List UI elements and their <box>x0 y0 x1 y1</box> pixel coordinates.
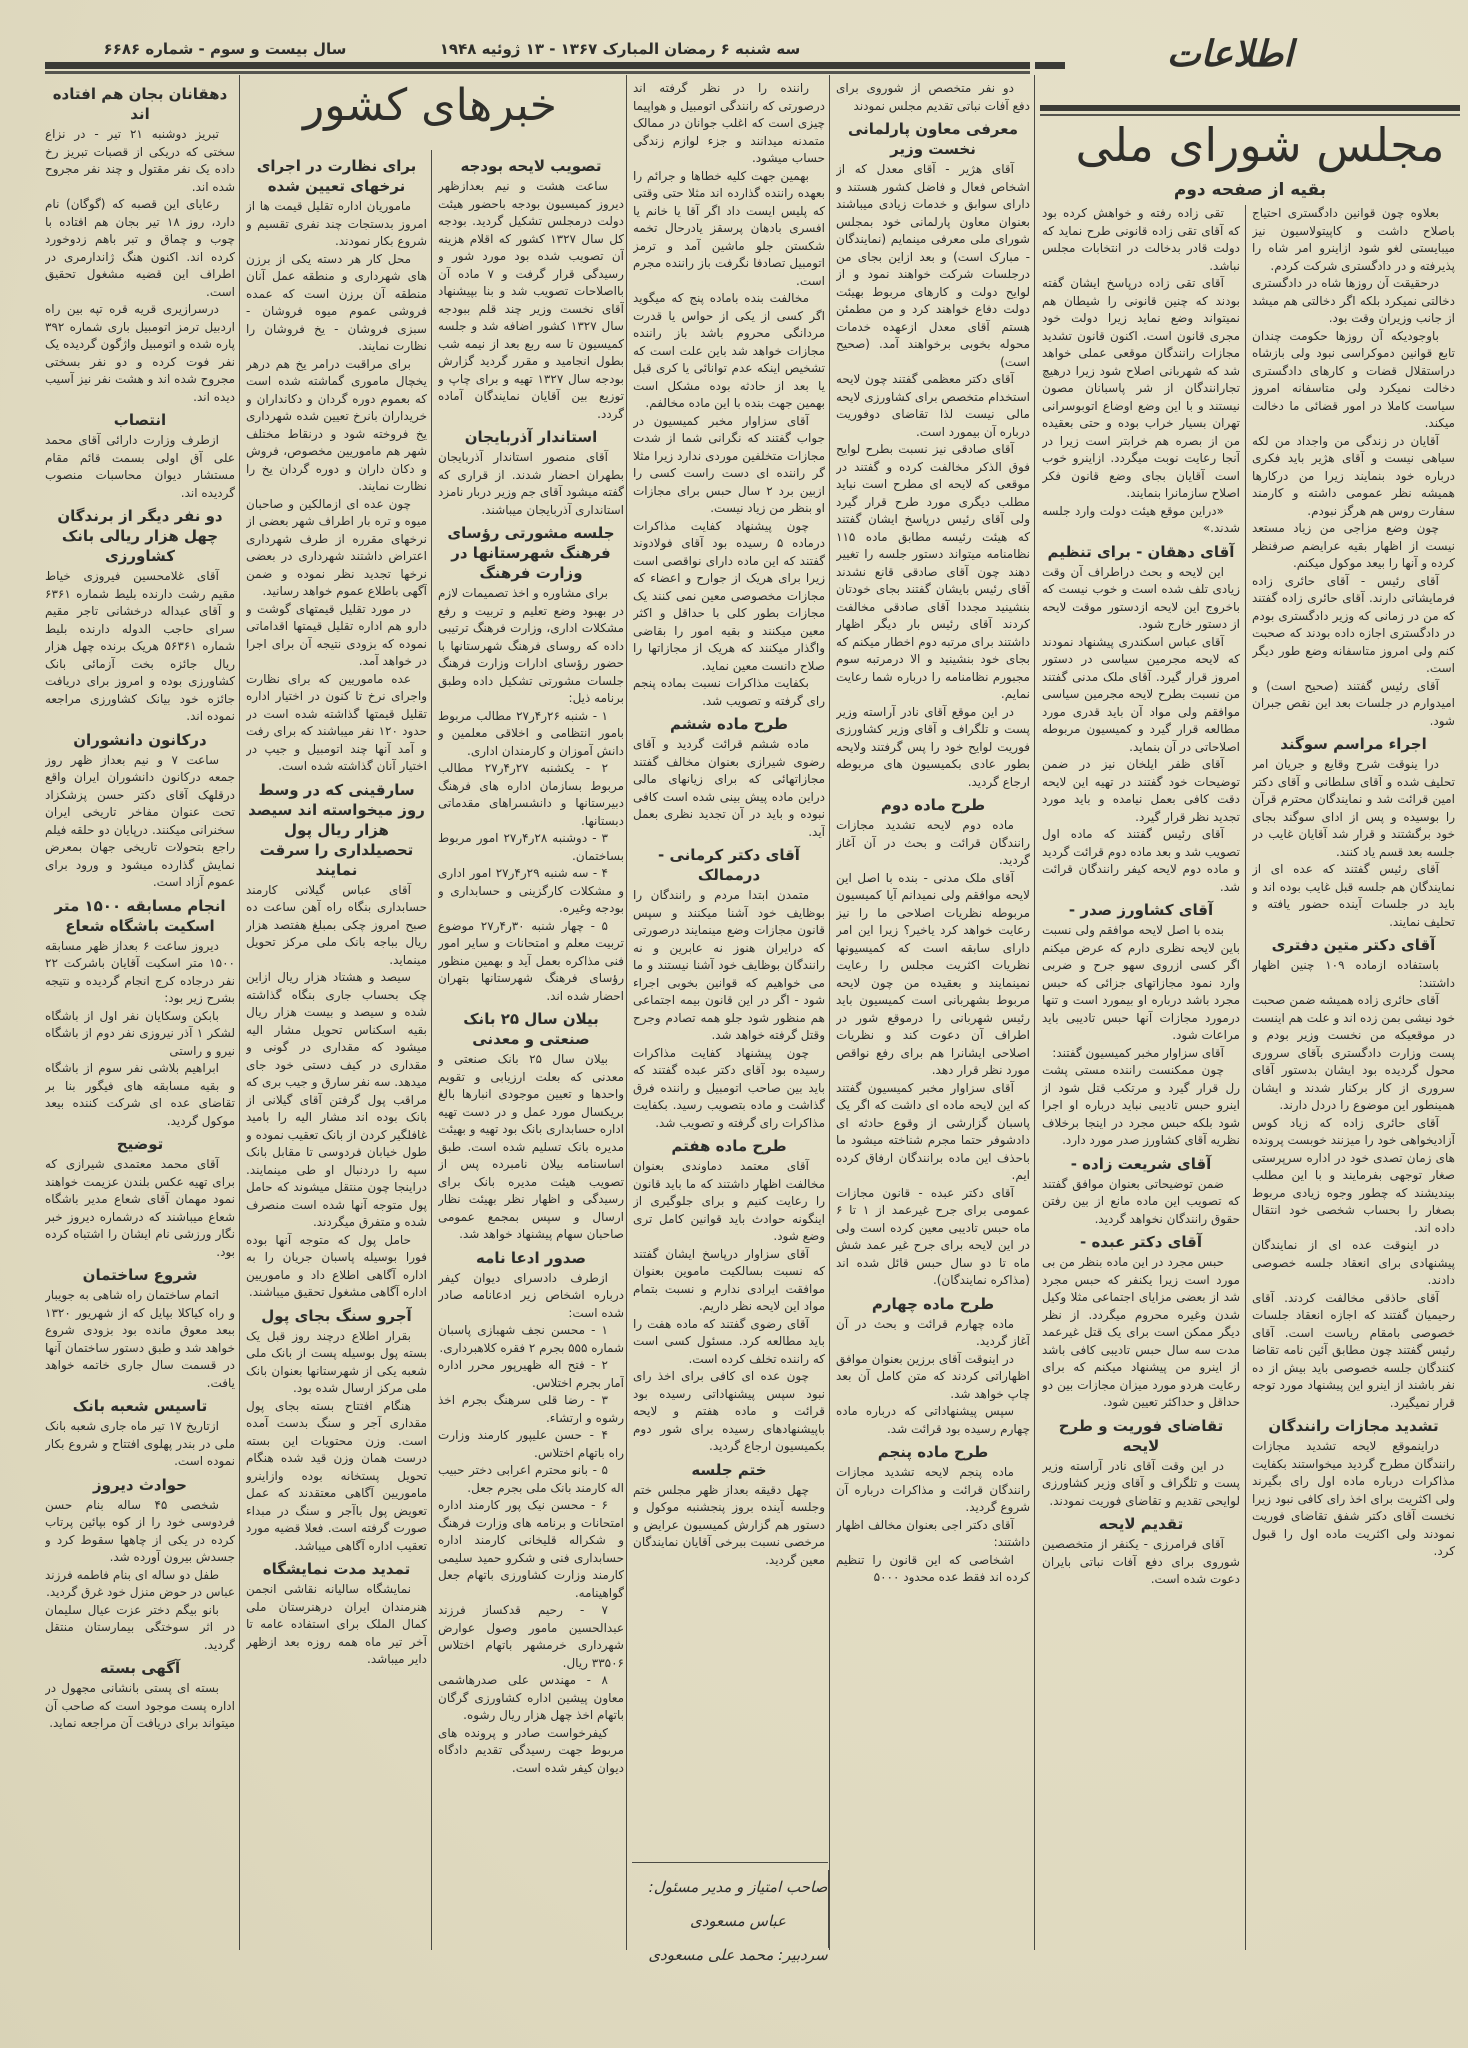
article <box>45 1475 235 1655</box>
article <box>1252 205 1455 730</box>
article-paragraph: شخصی ۴۵ ساله بنام حسن فردوسی خود را از کوه بپائین پرتاب کرده در یکی از چاهها سقوط کرد و جسدش بیرون آورده شد. <box>45 1497 235 1564</box>
article <box>438 427 624 519</box>
majlis-subheadline: بقیه از صفحه دوم <box>1173 180 1327 200</box>
article-headline: طرح ماده پنجم <box>877 1443 989 1461</box>
news-column <box>1042 205 1240 1950</box>
issue-date: سه شنبه ۶ رمضان المبارک ۱۳۶۷ - ۱۳ ژوئیه ۱۹۴۸ <box>439 40 801 58</box>
article-paragraph: عده ماموریین که برای نظارت واجرای نرخ تا کنون در اختیار اداره تقلیل قیمتها گذاشته شده است در حدود ۱۲۰ نفر میباشند که برای رفت و آمد آنها چند اتومبیل و جیپ در اختیار آنان گذاشته شده است. <box>246 671 427 773</box>
article-paragraph: آقای عباس گیلانی کارمند حسابداری بنگاه راه آهن ساعت ده صبح امروز چکی بمبلغ هفتصد هزار ریال بباجه بانک ملی مرکز تحویل مینماید. <box>246 882 427 967</box>
article <box>45 730 235 892</box>
article-headline: برای نظارت در اجرای نرخهای تعیین شده <box>256 157 417 195</box>
article-paragraph: تبریز دوشنبه ۲۱ تیر - در نزاع سختی که دریکی از قصبات تبریز رخ داده یک نفر مقتول و چند نفر مجروح شده اند. <box>45 127 235 194</box>
article-headline: شروع ساختمان <box>82 1266 198 1284</box>
article-paragraph: چون پیشنهاد کفایت مذاکرات رسیده بود آقای دکتر عبده گفتند که باید بین صاحب اتومبیل و راننده فرق گذاشت و ماده بتصویب رسید. بکفایت مذاکرات رای گرفته و تصویب شد. <box>633 1045 825 1130</box>
article-paragraph: دیروز ساعت ۶ بعداز ظهر مسابقه ۱۵۰۰ متر اسکیت آقایان باشرکت ۲۲ نفر درجاده کرج انجام گردیده و نتیجه بشرح زیر بود: <box>45 938 235 1005</box>
article-paragraph: باستفاده ازماده ۱۰۹ چنین اظهار داشتند: <box>1252 958 1455 990</box>
article <box>438 1248 624 1778</box>
article-paragraph: حبس مجرد در این ماده بنظر من بی مورد است زیرا یکنفر که حبس مجرد شد از بعضی مزایای اجتماعی مثلا وکیل شدن وغیره محروم میگردد. از نظر دیگر ممکن است برای یک قتل غیرعمد مدت سه سال حبس تادیبی کافی باشد از اینرو من پیشنهاد میکنم که برای رعایت هردو مورد میزان مجازات بین دو حداقل و حداکثر تعیین شود. <box>1042 1255 1240 1409</box>
article-paragraph: ۵ - چهار شنبه ۳۰ر۴ر۲۷ موضوع تربیت معلم و امتحانات و سایر امور فنی مذاکره بعمل آید و بهمین منظور رؤسای فرهنگ شهرستانها بتهران احضار شده اند. <box>438 918 624 1003</box>
article-headline: صدور ادعا نامه <box>476 1248 586 1267</box>
article-paragraph: در این وقت آقای نادر آراسته وزیر پست و تلگراف و آقای وزیر کشاورزی لوایحی تقدیم و تقاضای فوریت نمودند. <box>1042 1458 1240 1508</box>
article-paragraph: چون وضع مزاجی من زیاد مستعد نیست از اظهار بقیه عرایضم صرفنظر کرده و آنها را بیعد موکول میکنم. <box>1252 521 1455 570</box>
article-headline: آقای دکتر کرمانی - درممالک <box>658 846 800 884</box>
article-paragraph: بکفایت مذاکرات نسبت بماده پنجم رای گرفته و تصویب شد. <box>633 676 825 708</box>
article-paragraph: در اینوقت عده ای از نمایندگان پیشنهادی برای انعقاد جلسه خصوصی دادند. <box>1252 1238 1455 1287</box>
article-headline: آقای دهقان - برای تنظیم <box>1047 542 1235 561</box>
article-paragraph: آقای سزاوار مخبر کمیسیون گفتند: <box>1052 1045 1224 1060</box>
article <box>633 80 825 710</box>
article-paragraph: اتمام ساختمان راه شاهی به جویبار و راه کیاکلا بپایل که از شهریور ۱۳۲۰ ببعد معوق مانده بود بزودی شروع خواهد شد و طبق دستور ساختمان آنها در قسمت سال جاری خاتمه خواهد یافت. <box>45 1288 235 1390</box>
article-headline: طرح ماده هفتم <box>671 1137 787 1155</box>
article-paragraph: بقرار اطلاع درچند روز قبل یک بسته پول بوسیله پست از بانک ملی شعبه یکی از شهرستانها بعنوان بانک ملی مرکز ارسال شده بود. <box>246 1328 427 1395</box>
article-headline: تمدید مدت نمایشگاه <box>262 1560 411 1578</box>
article-paragraph: ۲ - یکشنبه ۲۷ر۴ر۲۷ مطالب مربوط بسازمان اداره های فرهنگ دبیرستانها و دانشسراهای مقدماتی دبستانها. <box>438 761 624 828</box>
article-headline: تشدید مجازات رانندگان <box>1268 1417 1439 1435</box>
article-paragraph: چون پیشنهاد کفایت مذاکرات درماده ۵ رسیده بود آقای فولادوند گفتند که این ماده دارای نواقصی است زیرا برای هریک از جوارح و اعضاء که مجازات مخصوصی معین نمی کنند یک مجازات بطور کلی با حداقل و اکثر معین میکنند و بقیه امور را بقاضی واگذار میکنند که هریک از مجازاتها را صلاح دانست معین نماید. <box>633 518 825 673</box>
article-paragraph: ماده چهارم قرائت و بحث در آن آغاز گردید. <box>836 1316 1030 1348</box>
article-paragraph: ۴ - حسن علیپور کارمند وزارت راه باتهام اختلاس. <box>438 1428 624 1460</box>
article-headline: طرح ماده ششم <box>670 715 788 733</box>
article-paragraph: سیصد و هشتاد هزار ریال ازاین چک بحساب جاری بنگاه گذاشته شده و سیصد و بیست هزار ریال بقیه اسکناس تحویل مشار الیه میشود که مقداری در گونی و مقداری در کیف دستی خود جای میدهد. سه نفر سارق و جیب بری که مراقب پول گرفتن آقای گیلانی از بانک بوده اند مشار الیه را بامید غافلگیر کردن از بانک تعقیب نموده و طول خیابان فردوسی تا مقابل بانک سپه را دردنبال او طی مینمایند. دراینجا چون منتقل میشوند که حامل پول متوجه آنها شده است منصرف شده و متفرق میگردند. <box>246 970 427 1229</box>
article-headline: دو نفر دیگر از برندگان چهل هزار ریالی بانک کشاورزی <box>57 507 223 565</box>
article <box>633 714 825 841</box>
article-headline: انتصاب <box>113 411 167 429</box>
article-paragraph: چون عده ای ازمالکین و صاحبان میوه و تره بار اطراف شهر بعضی از نرخهای مقرره از طرف شهرداری اعتراض داشتند شهرداری در بعضی نرخها تجدید نظر نموده و ضمن آگهی باطلاع عموم خواهد رسانید. <box>246 496 427 598</box>
article-paragraph: آقایان در زندگی من واجداد من لکه سیاهی نیست و آقای هژیر باید فکری درباره خود بنمایند زیرا من درکارها همیشه نظر عمومی داشته و کارمند سفارت روس هم هرگز نبودم. <box>1252 433 1455 518</box>
article-headline: سارقینی که در وسط روز میخواسته اند سیصد هزار ریال پول تحصیلداری را سرقت نمایند <box>248 780 425 879</box>
article-paragraph: چهل دقیقه بعداز ظهر مجلس ختم وجلسه آینده بروز پنجشنبه موکول و دستور هم گزارش کمیسیون عرایض و مرخصی نسبت ببرخی آقایان نمایندگان معین گردید. <box>633 1482 825 1567</box>
article-paragraph: آقای رئیس گفتند که عده ای از نمایندگان هم جلسه قبل غایب بوده اند و باید در جلسات آینده حضور یافته و تحلیف نمایند. <box>1252 862 1455 929</box>
article-paragraph: چون عده ای کافی برای اخذ رای نبود سپس پیشنهاداتی رسیده بود قرائت و ماده هفتم و لایحه باپیشنهادهای رسیده برای شور دوم بکمیسیون ارجاع گردید. <box>633 1369 825 1453</box>
article-paragraph: این لایحه و بحث دراطراف آن وقت زیادی تلف شده است و خوب نیست که باخروج این لایحه ازدستور موقت لایحه از دستور خارج شود. <box>1042 564 1240 631</box>
article <box>836 119 1030 791</box>
article-headline: تقدیم لایحه <box>1098 1515 1184 1533</box>
article-paragraph: آقای عباس اسکندری پیشنهاد نمودند که لایحه مجرمین سیاسی در دستور امروز قرار گیرد. آقای ملک مدنی گفتند من نسبت بطرح لایحه مجرمین سیاسی موافقم ولی مواد آن باید قدری مورد مطالعه قرار گیرد و کمیسیون مربوطه اصلاحاتی در آن بنماید. <box>1042 634 1240 754</box>
article-headline: درکانون دانشوران <box>73 730 207 749</box>
column-divider <box>431 150 432 1950</box>
article <box>1042 900 1240 1150</box>
article-paragraph: ۳ - دوشنبه ۲۸ر۴ر۲۷ امور مربوط بساختمان. <box>438 831 624 863</box>
article-paragraph: ۸ - مهندس علی صدرهاشمی معاون پیشین اداره کشاورزی گرگان باتهام اخذ چهل هزار ریال رشوه. <box>438 1673 624 1722</box>
article-paragraph: آقای حائری زاده همیشه ضمن صحبت خود نیشی بمن زده اند و علت هم اینست در موقعیکه من نخست وزیر بودم و پست وزارت دادگستری بآقای سروری محول گردیده بود ایشان بدستور آقای سروری از کار برکنار شدند و ایشان همینطور این موضوع را دردل دارند. <box>1252 993 1455 1112</box>
article-paragraph: ۷ - رحیم قدکساز فرزند عبدالحسین مامور وصول عوارض شهرداری خرمشهر باتهام اختلاس ۳۳۵۰۶ ریال. <box>438 1603 624 1670</box>
article-paragraph: بسته ای پستی بانشانی مجهول در اداره پست موجود است که صاحب آن میتواند برای دریافت آن مراجعه نماید. <box>45 1681 235 1730</box>
article-paragraph: ازتاریخ ۱۷ تیر ماه جاری شعبه بانک ملی در بندر پهلوی افتتاح و شروع بکار نموده است. <box>45 1419 235 1468</box>
article-headline: آقای دکتر متین دفتری <box>1271 936 1436 954</box>
article-paragraph: تقی زاده رفته و خواهش کرده بود که آقای تقی زاده قانونی طرح نماید که دولت قادر بدخالت در انتخابات مجلس نباشد. <box>1042 206 1240 273</box>
article-paragraph: آقای سزاوار درپاسخ ایشان گفتند که نسبت بسالکیت ماموین بعنوان موافقت ایرادی ندارم و نسبت بتمام مواد این لایحه نظر داریم. <box>633 1246 825 1313</box>
article-headline: آگهی بسته <box>99 1659 181 1677</box>
article <box>45 506 235 726</box>
column-divider <box>829 75 830 1950</box>
article-paragraph: دو نفر متخصص از شوروی برای دفع آفات نباتی تقدیم مجلس نمودند <box>836 81 1030 113</box>
article-headline: طرح ماده چهارم <box>871 1294 995 1313</box>
editor-signature <box>648 1870 829 1964</box>
article <box>836 1442 1030 1587</box>
article <box>45 84 235 406</box>
article-paragraph: در مورد تقلیل قیمتهای گوشت و دارو هم اداره تقلیل قیمتها اقداماتی نموده که بزودی نتیجه آن برای اجرا در خواهد آمد. <box>246 601 427 668</box>
article-paragraph: آقای منصور استاندار آذربایجان بطهران احضار شدند. از قراری که گفته میشود آقای جم وزیر دربار نامزد استانداری آذربایجان میباشند. <box>438 450 624 517</box>
article-headline: معرفی معاون پارلمانی نخست وزیر <box>847 120 1019 158</box>
article-paragraph: آقای دکتر اجی بعنوان مخالف اظهار داشتند: <box>836 1517 1030 1549</box>
article-paragraph: آقای سزاوار مخبر کمیسیون در جواب گفتند که نگرانی شما از شدت مجازات متخلفین موردی ندارد زیرا مثلا گر راننده ای دست راست کسی را ازبین برد ۲ سال حبس برای مجازات او بنظر من زیاد نیست. <box>633 413 825 515</box>
signature-rule <box>632 1862 828 1863</box>
article-paragraph: ۱ - شنبه ۲۶ر۴ر۲۷ مطالب مربوط بامور انتظامی و اخلاقی معلمین و دانش آموزان و کارمندان اداری. <box>438 708 624 758</box>
article-paragraph: بانو بیگم دختر عزت عیال سلیمان در اثر سوختگی بیمارستان منتقل گردید. <box>45 1602 235 1652</box>
article-paragraph: آقای فرامرزی - یکنفر از متخصصین شوروی برای دفع آفات نباتی بایران دعوت شده است. <box>1042 1537 1240 1586</box>
article <box>246 780 427 1302</box>
column-divider <box>626 75 627 1950</box>
article-paragraph: آقای محمد معتمدی شیرازی که برای تهیه عکس بلندن عزیمت خواهند نمود مهمان آقای شعاع مدیر باشگاه شعاع میباشند که درشماره دیروز خبر نگار ورزشی نام ایشان را اشتباه کرده بود. <box>45 1157 235 1259</box>
article-paragraph: مخالفت بنده باماده پنج که میگوید اگر کسی از یکی از حواس یا قدرت مردانگی محروم باشد باز راننده مجازات خواهد شد باین علت است که تشخیص اینکه عدم توانائی یا کری قبل یا بعد از حادثه بوده مشکل است بهمین جهت بنده با این ماده مخالفم. <box>633 291 825 410</box>
article-paragraph: اشخاصی که این قانون را تنظیم کرده اند فقط عده محدود ۵۰۰۰ <box>836 1552 1030 1584</box>
article-paragraph: آقای دکتر عبده - قانون مجازات عمومی برای جرح غیرعمد از ۱ تا ۶ ماه حبس تادیبی معین کرده است ولی در این لایحه برای جرح غیر عمد شش ماه تا دو سال حبس قائل شده اند (مذاکره نمایندگان). <box>836 1185 1030 1287</box>
article <box>1042 1232 1240 1412</box>
article-paragraph: ۴ - سه شنبه ۲۹ر۴ر۲۷ امور اداری و مشکلات کارگزینی و حسابداری و بودجه وغیره. <box>438 866 624 915</box>
article <box>633 845 825 1132</box>
article <box>45 896 235 1131</box>
news-column <box>633 80 825 1858</box>
article-paragraph: آقای ظفر ایلخان نیز در ضمن توضیحات خود گفتند در تهیه این لایحه دقت کافی بعمل نیامده و باید مورد تجدید نظر قرار گیرد. <box>1042 757 1240 824</box>
article <box>438 523 624 1005</box>
article <box>246 156 427 776</box>
article-paragraph: ماده ششم قرائت گردید و آقای رضوی شیرازی بعنوان مخالف گفتند مجازاتهائی که برای زیانهای مالی دراین ماده پیش بینی شده است کافی نبوده و باید در آن تجدید نظری بعمل آید. <box>633 737 825 839</box>
article-paragraph: آقای دکتر معظمی گفتند چون لایحه استخدام متخصص برای کشاورزی لایحه مالی نیست لذا تقاضای دوفوریت درباره آن بیمورد است. <box>836 372 1030 439</box>
article <box>836 80 1030 115</box>
article <box>1252 1416 1455 1561</box>
article-headline: تصویب لایحه بودجه <box>460 157 602 175</box>
article-paragraph: آقای ملک مدنی - بنده با اصل این لایحه موافقم ولی نمیدانم آیا کمیسیون مربوطه نظریات اصلاحی ما را نیز رعایت خواهد کرد یاخیر؟ زیرا این امر دارای سابقه است که کمیسیونها نظریات اکثریت مجلس را رعایت نمینمایند و بعقیده من چون لایحه مربوط بشهربانی است کمیسیون باید رئیس شهربانی را درموقع شور در اطراف آن دعوت کند و نظریات اصلاحی ایشانرا هم برای رفع نواقص مورد نظر قرار دهد. <box>836 870 1030 1077</box>
article-paragraph: درحقیقت آن روزها شاه در دادگستری دخالتی نمیکرد بلکه اگر دخالتی هم میشد از جانب وزیران وقت بود. <box>1252 276 1455 325</box>
column-divider <box>1245 205 1246 1950</box>
article-paragraph: درسرازیری قریه قره تپه بین راه اردبیل ترمز اتومبیل باری شماره ۳۹۲ پاره شده و اتومبیل واژگون گردیده یک نفر فوت کرده و دو نفر بسختی مجروح شده اند و هشت نفر نیز آسیب دیده اند. <box>45 302 235 404</box>
article <box>1042 1154 1240 1229</box>
article-headline: توضیح <box>116 1135 164 1153</box>
article-headline: اجراء مراسم سوگند <box>1280 735 1427 753</box>
article <box>836 1294 1030 1439</box>
column-divider <box>239 75 240 1950</box>
article-paragraph: آقای معتمد دماوندی بعنوان مخالفت اظهار داشتند که ما باید قانون را رعایت کنیم و برای جلوگیری از اینگونه حوادث باید قوانین کامل تری وضع شود. <box>633 1159 825 1243</box>
article-paragraph: آقای رئیس - آقای حائری زاده فرمایشاتی دارند. آقای حائری زاده گفتند که من در زمانی که وزیر دادگستری بودم در دادگستری اجازه داده بودند که صحبت کنم ولی امروز متاسفانه وضع طور دیگر است. <box>1252 573 1455 675</box>
article <box>633 1136 825 1456</box>
article <box>45 1134 235 1261</box>
article-paragraph: ۱ - محسن نجف شهبازی پاسبان شماره ۵۵۵ بجرم ۲ فقره کلاهبرداری. <box>438 1323 624 1355</box>
article-paragraph: سپس پیشنهاداتی که درباره ماده چهارم رسیده بود قرائت شد. <box>836 1404 1030 1436</box>
article-paragraph: در این موقع آقای نادر آراسته وزیر پست و تلگراف و آقای وزیر کشاورزی فوریت لوایح خود را پس گرفتند ولایحه بطور عادی بکمیسیون های مربوطه ارجاع گردید. <box>836 704 1030 789</box>
article-paragraph: آقای صادقی نیز نسبت بطرح لوایح فوق الذکر مخالفت کرده و گفتند در موقعی که لایحه ای مطرح است نباید مطلب دیگری مورد طرح قرار گیرد ولی آقای رئیس درپاسخ ایشان گفتند که هیئت رئیسه مطابق ماده ۱۱۵ نظامنامه میتواند دستور جلسه را تغییر دهند چون آقای صادقی قانع نشدند آقای رئیس بایشان گفتند بجای خودتان بنشینید مجددا آقای صادقی مخالفت کردند آقای رئیس بار دیگر اظهار داشتند برای مرتبه دوم اخطار میکنم که بجای خود بنشینید و الا درمرتبه سوم مجبورم نظامنامه را درباره شما رعایت نمایم. <box>836 442 1030 701</box>
article <box>1252 734 1455 931</box>
article-paragraph: آقای حاذقی مخالفت کردند. آقای رحیمیان گفتند که اجازه انعقاد جلسات خصوصی بامقام ریاست است. آقای رئیس گفتند چون مطابق آئین نامه تقاضا کنندگان جلسه خصوصی باید بیش از ده نفر باشند از اینرو این پیشنهاد مورد توجه قرار نمیگیرد. <box>1252 1290 1455 1410</box>
article-paragraph: نمایشگاه سالیانه نقاشی انجمن هنرمندان ایران درهنرستان ملی کمال الملک برای استفاده عامه تا آخر تیر ماه همه روزه بعد ازظهر دایر میباشد. <box>246 1582 427 1666</box>
news-column <box>246 152 427 1950</box>
article-headline: انجام مسابقه ۱۵۰۰ متر اسکیت باشگاه شعاع <box>54 896 226 935</box>
article-paragraph: طفل دو ساله ای بنام فاطمه فرزند عباس در حوض منزل خود غرق گردید. <box>45 1567 235 1599</box>
article-paragraph: ۳ - رضا قلی سرهنگ بجرم اخذ رشوه و ارتشاء. <box>438 1393 624 1425</box>
article-headline: ختم جلسه <box>691 1460 767 1479</box>
article-paragraph: آقای رئیس گفتند (صحیح است) و امیدوارم در جلسات بعد این نقص جبران شود. <box>1252 678 1455 728</box>
article-headline: بیلان سال ۲۵ بانک صنعتی و معدنی <box>463 1010 599 1048</box>
masthead-rule-end <box>1035 62 1065 69</box>
article-paragraph: رعایای این قصبه که (گوگان) نام دارد، روز ۱۸ تیر بجان هم افتاده با چوب و چماق و تبر باهم زدوخورد کرده اند. اکنون هنگ ژاندارمری در اطراف این قضیه مشغول تحقیق است. <box>45 197 235 299</box>
article-headline: آقای دکتر عبده - <box>1080 1233 1202 1251</box>
article-headline: آجرو سنگ بجای پول <box>261 1306 412 1325</box>
article-paragraph: متمدن ابتدا مردم و رانندگان را بوظایف خود آشنا میکنند و سپس قانون مجازات وضع مینمایند درصورتی که درایران هنوز نه عابرین و نه رانندگان بوظایف خود آشنا نیستند و ما می خواهیم که قوانین بخوبی اجراء شود - اگر در این قانون بیمه اجتماعی هم منظور شود جلو همه تصادم وجرح وقتل گرفته خواهد شد. <box>633 888 825 1042</box>
article-headline: دهقانان بجان هم افتاده اند <box>52 85 228 123</box>
article-paragraph: ۶ - محسن نیک پور کارمند اداره امتحانات و برنامه های وزارت فرهنگ و شکراله قلیخانی کارمند اداره حسابداری فنی و شکرو حمید سلیمی کارمند وزارت کشاورزی باتهام جعل گواهینامه. <box>438 1498 624 1600</box>
news-column <box>438 152 624 1950</box>
domestic-news-headline: خبرهای کشور <box>303 80 557 131</box>
article-headline: جلسه مشورتی رؤسای فرهنگ شهرستانها در وزارت فرهنگ <box>447 524 615 582</box>
article-paragraph: حامل پول که متوجه آنها بوده فورا بوسیله پاسبان جریان را به اداره آگاهی اطلاع داد و ماموریین اداره آگاهی مشغول تحقیق میباشند. <box>246 1232 427 1299</box>
article-paragraph: ساعت ۷ و نیم بعداز ظهر روز جمعه درکانون دانشوران ایران واقع درقلهک آقای دکتر حسن پزشکزاد تحت عنوان مفاخر تاریخی ایران سخنرانی میکنند. درپایان دو حلقه فیلم راجع بتحولات تاریخی جهان بمعرض نمایش گذارده میشود و ورود برای عموم آزاد است. <box>45 752 235 889</box>
article <box>45 1265 235 1392</box>
article <box>246 1559 427 1669</box>
news-column <box>45 80 235 1950</box>
column-divider <box>1034 75 1035 1950</box>
article-paragraph: «دراین موقع هیئت دولت وارد جلسه شدند.» <box>1042 503 1240 535</box>
article-paragraph: آقای حائری زاده که زیاد کوس آزادیخواهی خود را میزنند خوبست پرونده های زمان تصدی خود در اداره سرپرستی صغار توجهی بفرمایند و با این مطلب بیندیشند که چطور وجوه زیادی مربوط بصغار را بحساب شخصی خود انتقال داده اند. <box>1252 1115 1455 1235</box>
article-paragraph: بابکن وسکایان نفر اول از باشگاه لشکر ۱ آذر نیروزی نفر دوم از باشگاه نیرو و راستی <box>45 1008 235 1058</box>
publisher-line: صاحب امتیاز و مدیر مسئول: عباس مسعودی <box>648 1878 828 1930</box>
article-paragraph: درا ینوقت شرح وقایع و جریان امر تحلیف شده و آقای سلطانی و آقای دکتر امین قرائت شد و نمایندگان محترم قرآن را بوسیده و پس از ادای سوگند بجای خود برگشتند و قرار شد آقایان غایب در جلسه بعد قسم یاد کنند. <box>1252 757 1455 859</box>
article-paragraph: ضمن توضیحاتی بعنوان موافق گفتند که تصویب این ماده مانع از بین رفتن حقوق رانندگان نخواهد گردید. <box>1042 1176 1240 1226</box>
article <box>45 1658 235 1733</box>
article-paragraph: ساعت هشت و نیم بعدازظهر دیروز کمیسیون بودجه باحضور هیئت دولت درمجلس تشکیل گردید. بودجه کل سال ۱۳۲۷ کشور که اقلام هزینه آن تصویب شده بود مورد شور و رسیدگی قرار گرفت و ۷ ماده آن بااصلاحات تصویب شد و بنا بپیشنهاد آقای نخست وزیر چند قلم ببودجه سال ۱۳۲۷ کشور اضافه شد و جلسه کمیسیون تا سه ربع بعد از نیمه شب بطول انجامید و مقرر گردید گزارش بودجه سال ۱۳۲۷ تهیه و برای چاپ و توزیع بین آقایان نمایندگان آماده گردد. <box>438 179 624 421</box>
article-paragraph: بیلان سال ۲۵ بانک صنعتی و معدنی که بعلت ارزیابی و تقویم واحدها و تعیین موجودی انبارها بالغ بریکسال مورد عمل و در دست تهیه اداره حسابداری بانک بود تهیه و بهیئت مدیره بانک تسلیم شده است. طبق اساسنامه بیلان نامبرده پس از تصویب هیئت مدیره بانک برای رسیدگی و اظهار نظر بهیئت نظار ارسال و سپس بمجمع عمومی صاحبان سهام پیشنهاد خواهد شد. <box>438 1052 624 1241</box>
article-paragraph: کیفرخواست صادر و پرونده های مربوط جهت رسیدگی تقدیم دادگاه دیوان کیفر شده است. <box>438 1725 624 1775</box>
article-headline: طرح ماده دوم <box>880 796 986 814</box>
article-headline: تقاضای فوریت و طرح لایحه <box>1058 1416 1224 1455</box>
article-paragraph: آقای رضوی گفتند که ماده هفت را باید مطالعه کرد. مسئول کسی است که راننده تخلف کرده است. <box>633 1316 825 1366</box>
article <box>45 1396 235 1471</box>
article-headline: آقای شریعت زاده - <box>1070 1154 1212 1173</box>
article-paragraph: آقای سزاوار مخبر کمیسیون گفتند که این لایحه ماده ای داشت که اگر یک پاسبان گزارشی از وقوع حادثه ای دادشوفر حتما مجرم شناخته میشود ما باحذف این ماده برانندگان ارفاق کرده ایم. <box>836 1080 1030 1182</box>
majlis-headline: مجلس شورای ملی <box>1075 118 1445 172</box>
article-paragraph: آقای غلامحسین فیروزی خیاط مقیم رشت دارنده بلیط شماره ۶۳۶۱ و آقای عبداله درخشانی تاجر مقیم سرای حاجب الدوله دارنده بلیط شماره ۵۶۳۶۱ هریک برنده چهل هزار ریال جائزه بخت آزمائی بانک کشاورزی بوده و امروز برای دریافت جائزه خود بیانک کشاورزی مراجعه نموده اند. <box>45 569 235 723</box>
article-headline: استاندار آذربایجان <box>464 428 598 446</box>
masthead-rule <box>45 62 1030 71</box>
article-paragraph: چون ممکنست راننده مستی پشت رل قرار گیرد و مرتکب قتل شود از اینرو حبس تادیبی نباید درباره او اجرا شود بلکه حبس مجرد در اینجا برخلاف نظریه آقای کشاورز صدر مورد دارد. <box>1042 1063 1240 1147</box>
article-paragraph: برای مشاوره و اخذ تصمیمات لازم در بهبود وضع تعلیم و تربیت و رفع مشکلات اداری، وزارت فرهنگ ترتیبی داده که روسای فرهنگ شهرستانها با حضور رؤسای ادارات وزارت فرهنگ جلسات مشورتی تشکیل داده وطبق برنامه ذیل: <box>438 586 624 705</box>
article-paragraph: برای مراقبت درامر یخ هم درهر یخچال ماموری گماشته شده است که بعموم دوره گردان و دکانداران و خریداران بانرخ تعیین شده شهرداری یخ فروخته شود و درنقاط مختلف شهر هم ماموریین مخصوص، فروش و دکان داران و دوره گردان یخ را نظارت نمایند. <box>246 356 427 493</box>
article-paragraph: ۵ - بانو محترم اعرابی دختر حبیب اله کارمند بانک ملی بجرم جعل. <box>438 1463 624 1495</box>
article <box>1042 1416 1240 1511</box>
article-paragraph: در اینوقت آقای برزین بعنوان موافق اظهاراتی کردند که متن کامل آن بعد چاپ خواهد شد. <box>836 1351 1030 1401</box>
article-paragraph: بنده با اصل لایحه موافقم ولی نسبت باین لایحه نظری دارم که عرض میکنم اگر کسی ازروی سهو جرح و ضربی وارد نمود مجازاتهای جزائی که حبس مجرد باشد درباره او بیمورد است و تنها درمورد مجازات آنها حبس تادیبی باید مراعات شود. <box>1042 923 1240 1042</box>
article <box>438 156 624 423</box>
article-headline: آقای کشاورز صدر - <box>1068 901 1214 919</box>
article <box>1042 205 1240 538</box>
article-paragraph: ابراهیم بلاشی نفر سوم از باشگاه و بقیه مسابقه های فیگور بنا بر تقاضای عده ای شرکت کننده بیعد موکول گردید. <box>45 1061 235 1128</box>
article-headline: حوادث دیروز <box>93 1475 187 1494</box>
article <box>633 1460 825 1570</box>
article-paragraph: ماده دوم لایحه تشدید مجازات رانندگان قرائت و بحث در آن آغاز گردید. <box>836 818 1030 867</box>
article <box>836 795 1030 1290</box>
article-paragraph: آقای رئیس گفتند که ماده اول تصویب شد و بعد ماده دوم قرائت گردید و ماده دوم لایحه کیفر رانندگان قرائت شد. <box>1042 827 1240 894</box>
article-paragraph: هنگام افتتاح بسته بجای پول مقداری آجر و سنگ بدست آمده است. وزن محتویات این بسته درست همان وزن قید شده هنگام تحویل پستخانه بوده وازاینرو ماموریین آگاهی معتقدند که عمل تعویض پول باآجر و سنگ در مبداء صورت گرفته است. فعلا قضیه مورد تعقیب اداره آگاهی میباشد. <box>246 1398 427 1553</box>
logo-rule <box>1040 105 1460 111</box>
article-paragraph: ماموریان اداره تقلیل قیمت ها از امروز بدستجات چند نفری تقسیم و شروع بکار نمودند. <box>246 199 427 248</box>
article <box>45 410 235 502</box>
article <box>438 1009 624 1244</box>
article-paragraph: بهمین جهت کلیه خطاها و جرائم را بعهده راننده گذارده اند مثلا حتی وقتی که پلیس ایست داد اگر آقا یا خانم یا افسری بادهان پرسقز یادرحال تخمه شکستن جلو ماشین آمد و ترمز اتومبیل تصادفا نگرفت باز راننده مجرم است. <box>633 168 825 288</box>
article-paragraph: ازطرف دادسرای دیوان کیفر درباره اشخاص زیر ادعانامه صادر شده است: <box>438 1270 624 1320</box>
news-column <box>836 80 1030 1950</box>
article-paragraph: آقای تقی زاده درپاسخ ایشان گفته بودند که چنین قانونی را شیطان هم نمیتواند وضع نماید زیرا دولت خود مجری قانون است. اکنون قانون تشدید مجازات رانندگان موقعی عملی خواهد شد که شهربانی اصلاح شود زیرا درهیچ تجارانندگان از شر پاسبانان مصون نیستند و با این وضع اوضاع اتوبوسرانی تهران بسیار خراب بوده و حتی بعقیده من از بصره هم خرابتر است زیرا در آنجا رعایت نوبت میگردد. ازاینرو خوب است آقایان بجای وضع قانون فکر اصلاح سازمانرا بنمایند. <box>1042 276 1240 500</box>
article-paragraph: بعلاوه چون قوانین دادگستری احتیاج باصلاح داشت و کاپیتولاسیون نیز میبایستی لغو شود ازاینرو امر شاه را پذیرفته و در دادگستری شرکت کردم. <box>1252 206 1455 273</box>
issue-number: سال بیست و سوم - شماره ۶۶۸۶ <box>103 40 347 58</box>
article <box>1042 542 1240 897</box>
article-paragraph: ماده پنجم لایحه تشدید مجازات رانندگان قرائت و مذاکرات درباره آن شروع گردید. <box>836 1465 1030 1514</box>
article-paragraph: راننده را در نظر گرفته اند درصورتی که رانندگی اتومبیل و هواپیما چیزی است که اغلب جوانان در ممالک متمدنه میدانند و جزء لوازم زندگی حساب میشود. <box>633 81 825 165</box>
article-paragraph: ۲ - فتح اله ظهیرپور محرر اداره آمار بجرم اختلاس. <box>438 1358 624 1390</box>
article-paragraph: دراینموقع لایحه تشدید مجازات رانندگان مطرح گردید میخواستند بکفایت مذاکرات درباره ماده اول رای بگیرند ولی اکثریت برای اخذ رای کافی نبود زیرا نخست آقای دکتر شفق تقاضای فوریت نمودند ولی اکثریت ماده اول را قبول کرد. <box>1252 1439 1455 1558</box>
newspaper-logo: اطلاعات <box>1166 34 1294 75</box>
article-headline: تاسیس شعبه بانک <box>72 1397 208 1415</box>
article-paragraph: آقای هژیر - آقای معدل که از اشخاص فعال و فاضل کشور هستند و دارای سوابق و خدمات زیادی میباشند بعنوان معاون پارلمانی خود بمجلس شورای ملی معرفی مینمایم (نمایندگان - مبارک است) و بعد ازاین بجای من درجلسات شرکت خواهند نمود و از لوایح دولت و کارهای مربوط بهیئت دولت دفاع خواهند کرد و من مطمئن هستم آقای معدل ازعهده خدمات محوله بخوبی برخواهند آمد. (صحیح است) <box>836 162 1030 369</box>
article-paragraph: محل کار هر دسته یکی از برزن های شهرداری و منطقه عمل آنان منطقه آن برزن است که عمده فروشی عموم میوه فروشان - سبزی فروشان - یخ فروشان را نظارت نمایند. <box>246 251 427 353</box>
article-paragraph: باوجودیکه آن روزها حکومت چندان تابع قوانین دموکراسی نبود ولی بازشاه دراستقلال قضات و کارهای دادگستری دخالت نمیکرد ولی متاسفانه امروز سیاست کاملا در امور قضائی ما دخالت میکند. <box>1252 328 1455 430</box>
news-column <box>1252 205 1455 1950</box>
article <box>246 1306 427 1556</box>
article <box>1042 1514 1240 1589</box>
article-paragraph: ازطرف وزارت دارائی آقای محمد علی آق اولی بسمت قائم مقام مستشار دیوان محاسبات منصوب گردیده اند. <box>45 433 235 500</box>
editor-line: سردبیر: محمد علی مسعودی <box>648 1946 828 1964</box>
article <box>1252 935 1455 1412</box>
